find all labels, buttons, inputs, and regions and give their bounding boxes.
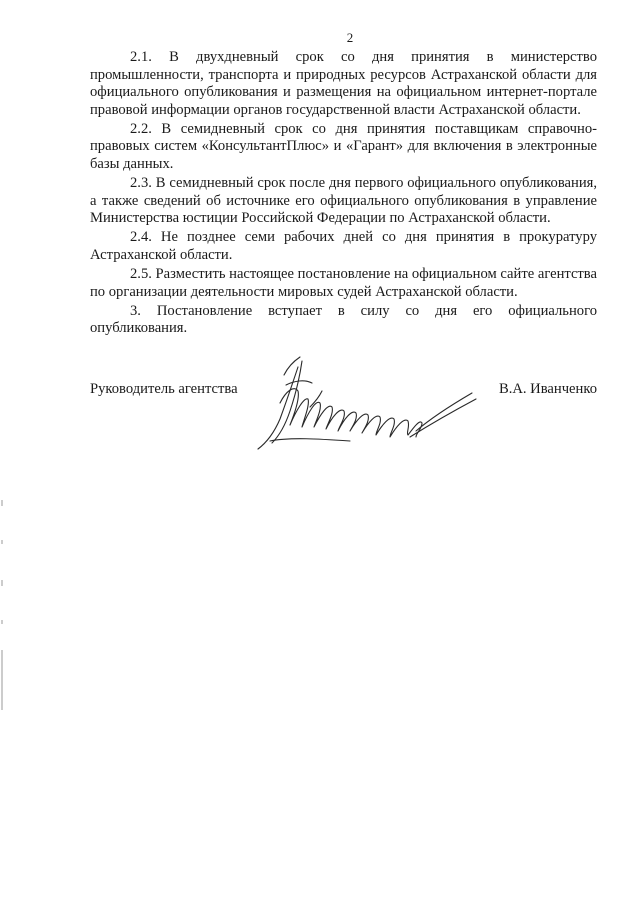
scan-edge-marks xyxy=(1,500,4,710)
signatory-title: Руководитель агентства xyxy=(90,381,238,397)
handwritten-signature-icon xyxy=(250,345,490,455)
paragraph-2-5: 2.5. Разместить настоящее постановление на официальном сайте агентства по организации деятельности мировых судей Астраханской области. xyxy=(90,266,597,300)
page-number: 2 xyxy=(346,30,354,45)
document-body xyxy=(90,49,597,340)
paragraph-2-3: 2.3. В семидневный срок после дня первого официального опубликования, а также сведений об источнике его официального опубликования в управление Министерства юстиции Российской Федерации по Астраханской области. xyxy=(90,175,597,227)
paragraph-2-2: 2.2. В семидневный срок со дня принятия поставщикам справочно-правовых систем «КонсультантПлюс» и «Гарант» для включения в электронные базы данных. xyxy=(90,120,597,173)
paragraph-2-1: 2.1. В двухдневный срок со дня принятия в министерство промышленности, транспорта и природных ресурсов Астраханской области для официального опубликования и размещения на официальном интернет-портале правовой информации органов государственной власти Астраханской области. xyxy=(90,49,597,118)
signatory-name: В.А. Иванченко xyxy=(498,381,597,397)
paragraph-3: 3. Постановление вступает в силу со дня его официального опубликования. xyxy=(90,302,597,337)
paragraph-2-4: 2.4. Не позднее семи рабочих дней со дня принятия в прокуратуру Астраханской области. xyxy=(90,229,597,264)
